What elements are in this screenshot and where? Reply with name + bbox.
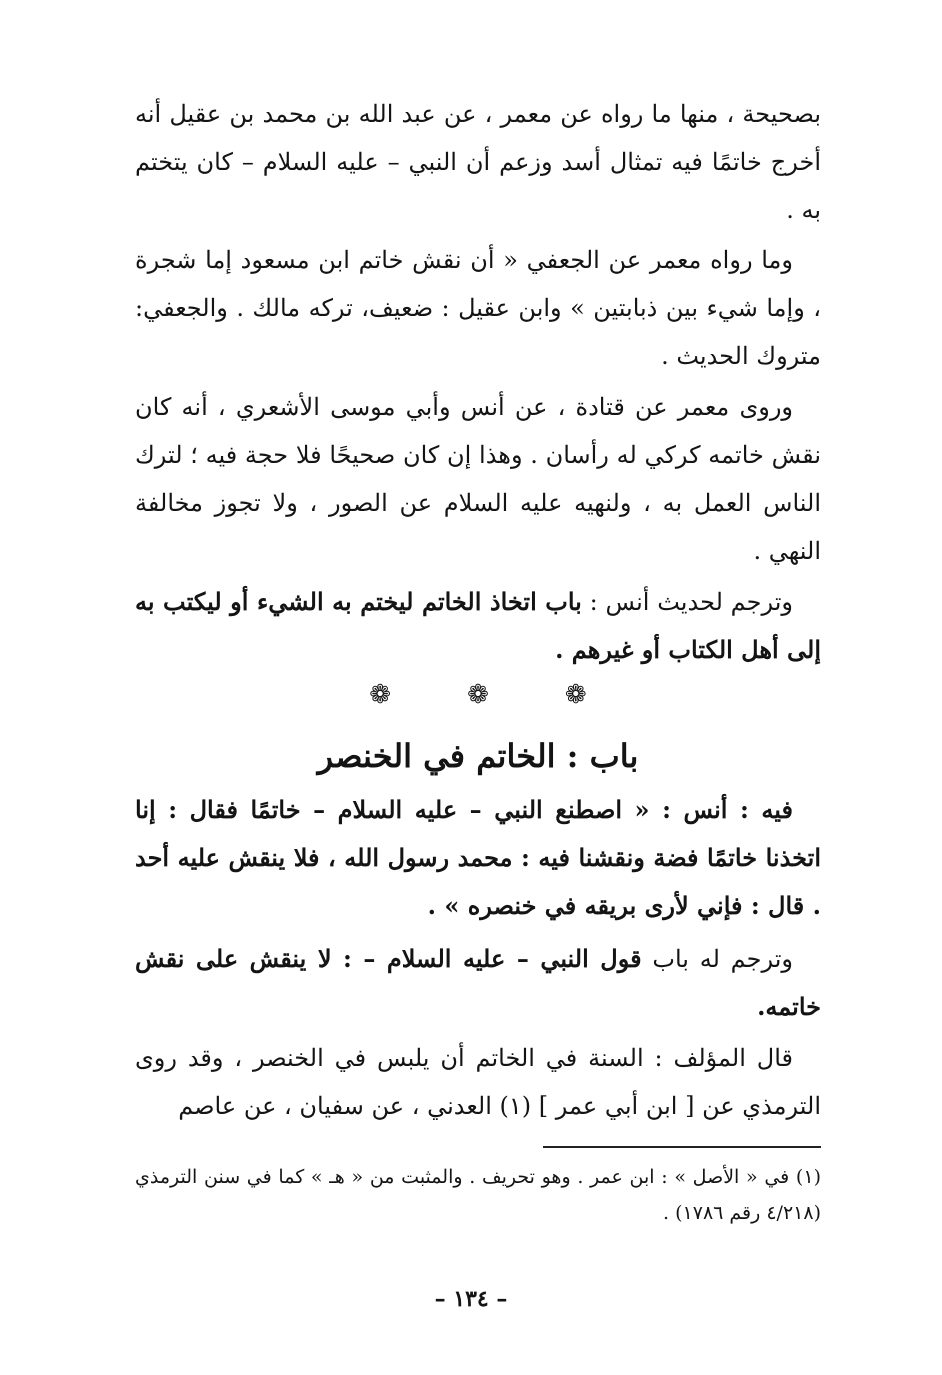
paragraph-6-chapter-heading: قول النبي – عليه السلام – : لا ينقش على نقش خاتمه. <box>135 944 821 1021</box>
separator-star-icon: ❁ <box>369 680 392 710</box>
paragraph-1: بصحيحة ، منها ما رواه عن معمر ، عن عبد الله بن محمد بن عقيل أنه أخرج خاتمًا فيه تمثال أسد وزعم أن النبي – عليه السلام – كان يتختم به . <box>135 100 821 224</box>
footnote-divider <box>543 1146 821 1148</box>
paragraph-4 <box>135 578 821 674</box>
section-separator <box>135 680 821 710</box>
paragraph-6 <box>135 935 821 1031</box>
paragraph-5-hadith: فيه : أنس : « اصطنع النبي – عليه السلام – خاتمًا فقال : إنا اتخذنا خاتمًا فضة ونقشنا فيه : محمد رسول الله ، فلا ينقش عليه أحد . قال : فإني لأرى بريقه في خنصره » . <box>135 795 821 920</box>
footnote: (١) في « الأصل » : ابن عمر . وهو تحريف . والمثبت من « هـ » كما في سنن الترمذي (٤/٢١٨ رقم ١٧٨٦) . <box>135 1166 821 1224</box>
chapter-title: باب : الخاتم في الخنصر <box>317 737 639 775</box>
page-number: – ١٣٤ – <box>434 1286 508 1312</box>
separator-star-icon: ❁ <box>467 680 489 710</box>
paragraph-6-lead: وترجم له باب <box>641 945 793 973</box>
paragraph-7: قال المؤلف : السنة في الخاتم أن يلبس في الخنصر ، وقد روى الترمذي عن [ ابن أبي عمر ] (١) العدني ، عن سفيان ، عن عاصم <box>135 1044 821 1120</box>
paragraph-4-chapter-heading: باب اتخاذ الخاتم ليختم به الشيء أو ليكتب به إلى أهل الكتاب أو غيرهم . <box>135 587 821 664</box>
paragraph-3: وروى معمر عن قتادة ، عن أنس وأبي موسى الأشعري ، أنه كان نقش خاتمه كركي له رأسان . وهذا إن كان صحيحًا فلا حجة فيه ؛ لترك الناس العمل به ، ولنهيه عليه السلام عن الصور ، ولا تجوز مخالفة النهي . <box>135 393 821 565</box>
paragraph-2: وما رواه معمر عن الجعفي « أن نقش خاتم ابن مسعود إما شجرة ، وإما شيء بين ذبابتين » وابن عقيل : ضعيف، تركه مالك . والجعفي: متروك الحديث . <box>135 246 821 370</box>
paragraph-4-lead: وترجم لحديث أنس : <box>581 588 793 616</box>
separator-star-icon: ❁ <box>564 680 587 710</box>
